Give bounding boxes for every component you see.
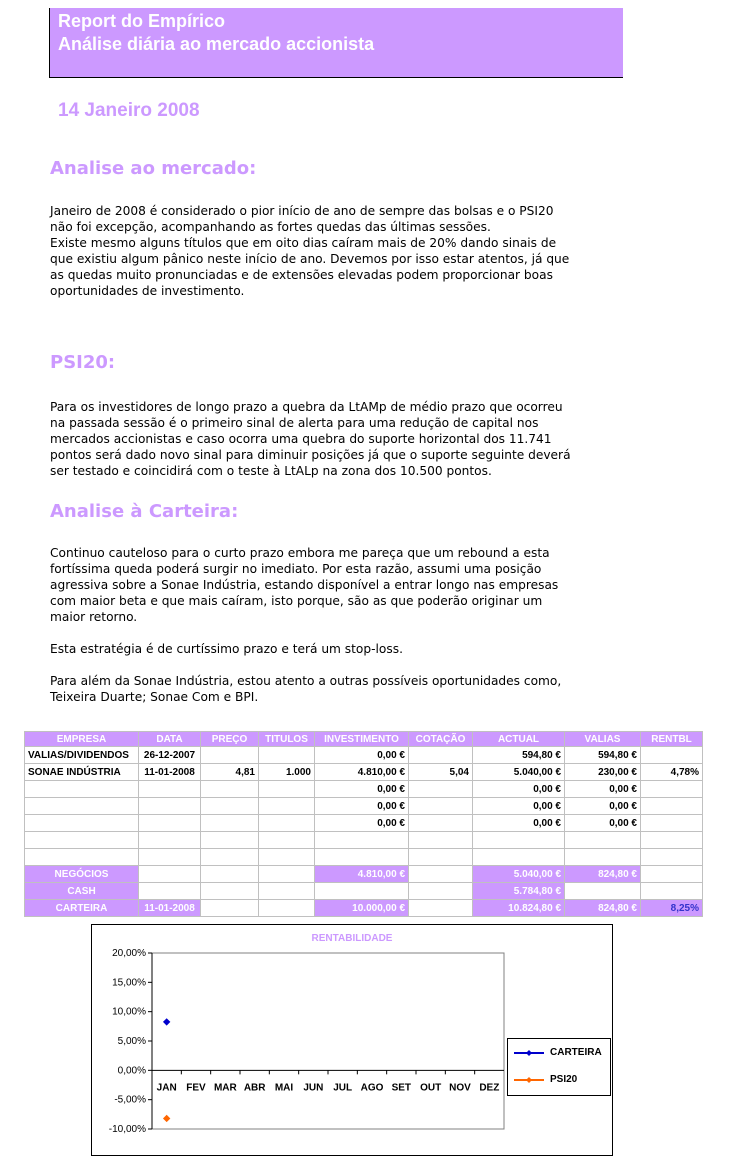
summary-cell <box>409 900 473 917</box>
summary-row <box>25 866 703 883</box>
table-row <box>25 832 703 849</box>
legend-label-carteira: CARTEIRA <box>550 1047 602 1058</box>
table-cell: 0,00 € <box>565 798 641 815</box>
report-title: Report do Empírico <box>58 11 226 31</box>
y-tick-label: 10,00% <box>112 1006 146 1018</box>
table-cell <box>409 815 473 832</box>
table-cell <box>259 798 315 815</box>
table-cell <box>25 781 139 798</box>
table-cell: 26-12-2007 <box>139 747 201 764</box>
x-tick-label: JAN <box>156 1082 177 1094</box>
table-cell: 0,00 € <box>315 747 409 764</box>
table-cell <box>641 849 703 866</box>
table-cell <box>259 832 315 849</box>
table-cell: 4,81 <box>201 764 259 781</box>
summary-cell: CASH <box>25 883 139 900</box>
column-header: EMPRESA <box>25 732 139 747</box>
table-cell <box>641 781 703 798</box>
table-cell: 0,00 € <box>315 798 409 815</box>
section-body-mercado: Janeiro de 2008 é considerado o pior início de ano de sempre das bolsas e o PSI20 não foi excepção, acompanhando as fortes quedas das últimas sessões. Existe mesmo alguns títulos que em oito dias caíram mais de 20% dando sinais de que existiu algum pânico neste início de ano. Devemos por isso estar atentos, já que as quedas muito pronunciadas e de extensões elevadas podem proporcionar boas oportunidades de investimento. <box>50 204 570 298</box>
summary-cell: 10.000,00 € <box>315 900 409 917</box>
table-cell <box>259 815 315 832</box>
section-body-psi20: Para os investidores de longo prazo a quebra da LtAMp de médio prazo que ocorreu na passada sessão é o primeiro sinal de alerta para uma redução de capital nos mercados accionistas e caso ocorra uma quebra do suporte horizontal dos 11.741 pontos será dado novo sinal para diminuir posições já que o suporte seguinte deverá ser testado e coincidirá com o teste à LtALp na zona dos 10.500 pontos. <box>50 400 571 478</box>
column-header: ACTUAL <box>473 732 565 747</box>
table-row <box>25 781 703 798</box>
x-tick-label: AGO <box>360 1082 384 1094</box>
table-cell <box>641 832 703 849</box>
table-cell <box>201 747 259 764</box>
table-cell <box>641 815 703 832</box>
table-cell: 4,78% <box>641 764 703 781</box>
table-cell <box>641 747 703 764</box>
table-header-row <box>25 732 703 747</box>
x-tick-label: DEZ <box>479 1082 500 1094</box>
summary-cell: 5.784,80 € <box>473 883 565 900</box>
summary-cell <box>409 883 473 900</box>
y-tick-label: 0,00% <box>117 1065 146 1077</box>
table-cell <box>565 832 641 849</box>
table-cell <box>315 849 409 866</box>
summary-cell: 10.824,80 € <box>473 900 565 917</box>
y-tick-label: -5,00% <box>114 1094 146 1106</box>
portfolio-table <box>24 731 703 917</box>
section-title-mercado: Analise ao mercado: <box>50 158 257 179</box>
table-row <box>25 815 703 832</box>
table-cell: 5,04 <box>409 764 473 781</box>
table-cell <box>409 747 473 764</box>
table-cell: 0,00 € <box>315 815 409 832</box>
table-cell: 0,00 € <box>565 781 641 798</box>
table-cell: 594,80 € <box>473 747 565 764</box>
column-header: PREÇO <box>201 732 259 747</box>
x-tick-label: OUT <box>420 1082 442 1094</box>
table-cell <box>259 849 315 866</box>
report-subtitle: Análise diária ao mercado accionista <box>58 34 375 54</box>
legend-label-psi20: PSI20 <box>550 1074 578 1085</box>
summary-cell: CARTEIRA <box>25 900 139 917</box>
table-row <box>25 747 703 764</box>
table-row <box>25 764 703 781</box>
table-cell <box>25 815 139 832</box>
table-cell <box>641 798 703 815</box>
table-cell <box>409 849 473 866</box>
section-body-carteira: Continuo cauteloso para o curto prazo embora me pareça que um rebound a esta fortíssima queda poderá surgir no imediato. Por esta razão, assumi uma posição agressiva sobre a Sonae Indústria, estando disponível a entrar longo nas empresas com maior beta e que mais caíram, isto porque, são as que poderão originar um maior retorno. Esta estratégia é de curtíssimo prazo e terá um stop-loss. Para além da Sonae Indústria, estou atento a outras possíveis oportunidades como, Teixeira Duarte; Sonae Com e BPI. <box>50 546 562 704</box>
summary-cell <box>641 883 703 900</box>
table-cell <box>409 798 473 815</box>
table-cell <box>139 849 201 866</box>
table-cell <box>201 815 259 832</box>
table-cell <box>473 832 565 849</box>
table-cell <box>139 815 201 832</box>
table-cell <box>473 849 565 866</box>
x-tick-label: NOV <box>449 1082 471 1094</box>
chart-title: RENTABILIDADE <box>311 933 393 944</box>
table-cell: 0,00 € <box>315 781 409 798</box>
summary-cell <box>259 866 315 883</box>
summary-cell <box>565 883 641 900</box>
table-cell <box>201 781 259 798</box>
table-cell <box>409 832 473 849</box>
section-title-psi20: PSI20: <box>50 352 116 373</box>
summary-cell <box>201 883 259 900</box>
summary-cell: NEGÓCIOS <box>25 866 139 883</box>
x-tick-label: SET <box>391 1082 412 1094</box>
table-cell <box>201 849 259 866</box>
data-point-psi20 <box>164 1115 170 1121</box>
table-cell <box>25 798 139 815</box>
table-cell: 4.810,00 € <box>315 764 409 781</box>
summary-cell <box>201 900 259 917</box>
y-tick-label: 20,00% <box>112 948 146 959</box>
report-banner <box>49 8 623 78</box>
summary-row <box>25 883 703 900</box>
x-tick-label: FEV <box>186 1082 206 1094</box>
data-point-carteira <box>164 1019 170 1025</box>
x-tick-label: ABR <box>243 1082 266 1094</box>
column-header: COTAÇÃO <box>409 732 473 747</box>
column-header: RENTBL <box>641 732 703 747</box>
x-tick-label: JUN <box>303 1082 324 1094</box>
table-cell <box>201 798 259 815</box>
chart-legend <box>507 1038 611 1096</box>
column-header: DATA <box>139 732 201 747</box>
summary-cell <box>409 866 473 883</box>
table-cell <box>139 798 201 815</box>
legend-marker <box>526 1077 532 1083</box>
summary-cell <box>139 866 201 883</box>
report-date: 14 Janeiro 2008 <box>58 100 200 121</box>
summary-cell: 5.040,00 € <box>473 866 565 883</box>
table-cell: VALIAS/DIVIDENDOS <box>25 747 139 764</box>
table-cell: 0,00 € <box>473 798 565 815</box>
table-cell: 230,00 € <box>565 764 641 781</box>
summary-cell: 824,80 € <box>565 900 641 917</box>
table-cell <box>259 747 315 764</box>
summary-cell <box>259 883 315 900</box>
table-cell <box>409 781 473 798</box>
table-cell: 11-01-2008 <box>139 764 201 781</box>
section-title-carteira: Analise à Carteira: <box>50 501 239 522</box>
column-header: VALIAS <box>565 732 641 747</box>
y-tick-label: 15,00% <box>112 977 146 989</box>
plot-frame <box>152 953 504 1129</box>
table-cell <box>201 832 259 849</box>
table-cell: 1.000 <box>259 764 315 781</box>
table-cell: 5.040,00 € <box>473 764 565 781</box>
y-tick-label: -10,00% <box>108 1124 146 1135</box>
summary-cell <box>139 883 201 900</box>
column-header: INVESTIMENTO <box>315 732 409 747</box>
table-cell: 0,00 € <box>473 781 565 798</box>
y-tick-label: 5,00% <box>117 1036 146 1047</box>
summary-cell <box>201 866 259 883</box>
x-tick-label: JUL <box>333 1082 353 1094</box>
x-tick-label: MAR <box>213 1082 237 1094</box>
table-row <box>25 798 703 815</box>
table-cell <box>139 781 201 798</box>
table-cell: SONAE INDÚSTRIA <box>25 764 139 781</box>
table-cell: 0,00 € <box>565 815 641 832</box>
table-cell <box>25 849 139 866</box>
table-cell: 0,00 € <box>473 815 565 832</box>
summary-cell <box>315 883 409 900</box>
table-cell <box>259 781 315 798</box>
table-cell <box>565 849 641 866</box>
summary-cell: 8,25% <box>641 900 703 917</box>
legend-marker <box>526 1050 532 1056</box>
summary-row <box>25 900 703 917</box>
table-cell: 594,80 € <box>565 747 641 764</box>
table-cell <box>315 832 409 849</box>
summary-cell <box>641 866 703 883</box>
table-row <box>25 849 703 866</box>
summary-cell: 824,80 € <box>565 866 641 883</box>
summary-cell <box>259 900 315 917</box>
x-tick-label: MAI <box>274 1082 294 1094</box>
column-header: TITULOS <box>259 732 315 747</box>
table-cell <box>139 832 201 849</box>
summary-cell: 4.810,00 € <box>315 866 409 883</box>
table-cell <box>25 832 139 849</box>
summary-cell: 11-01-2008 <box>139 900 201 917</box>
